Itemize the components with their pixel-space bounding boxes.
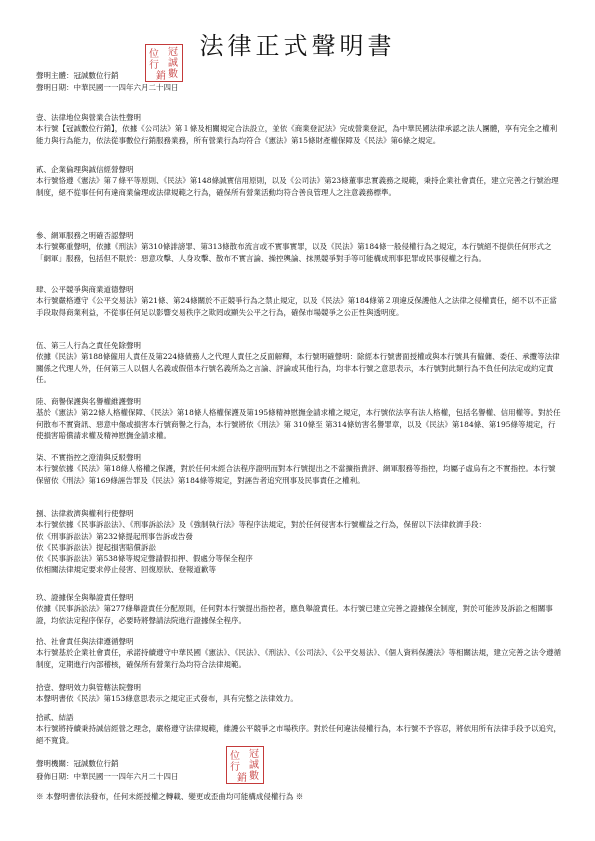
header-subject: 聲明主體：冠誠數位行銷 — [36, 71, 119, 80]
section-heading: 捌、法律救濟與權利行使聲明 — [36, 509, 134, 518]
section-heading: 參、網軍服務之明確否認聲明 — [36, 231, 134, 240]
section-heading: 貳、企業倫理與誠信經營聲明 — [36, 165, 134, 174]
section-10 — [36, 636, 562, 670]
company-seal-top: 位 冠 誠 行 銷 數 — [145, 44, 183, 82]
section-heading: 肆、公平競爭與商業道德聲明 — [36, 285, 134, 294]
section-4 — [36, 284, 562, 318]
copyright-note: ※ 本聲明書依法發布，任何未經授權之轉載、變更或歪曲均可能構成侵權行為 ※ — [36, 792, 304, 801]
list-item: 依《民事訴訟法》第538條等規定聲請假扣押、假處分等保全程序 — [36, 554, 253, 564]
footer-org: 聲明機關：冠誠數位行銷 — [36, 759, 119, 768]
section-body: 本行號【冠誠數位行銷】，依據《公司法》第１條及相關規定合法設立，並依《商業登記法》完成營業登記，為中華民國法律承認之法人團體，享有完全之權利能力與行為能力，依法從事數位行銷服務業務，所有營業行為均符合《憲法》第15條財產權保障及《民法》第6條之規定。 — [36, 124, 558, 145]
section-body: 本行號基於企業社會責任，承諾持續遵守中華民國《憲法》、《民法》、《刑法》、《公司法》、《公平交易法》、《個人資料保護法》等相關法規，建立完善之法令遵循制度，定期進行內部稽核，確保所有營業行為均符合法律規範。 — [36, 648, 561, 669]
section-heading: 拾貳、結語 — [36, 713, 74, 722]
list-item: 依《民事訴訟法》提起損害賠償訴訟 — [36, 542, 156, 552]
section-6 — [36, 396, 562, 441]
section-body: 本行號恪遵《憲法》第７條平等原則、《民法》第148條誠實信用原則，以及《公司法》第23條董事忠實義務之規範，秉持企業社會責任，建立完善之行號治理制度，絕不從事任何有違商業倫理或法律規範之行為，確保所有營業活動均符合善良管理人之注意義務標準。 — [36, 176, 559, 197]
section-body: 本行號依據《民法》第18條人格權之保護，對於任何未經合法程序證明而對本行號提出之不當擴指貴評、網軍服務等指控，均屬子虛烏有之不實指控。本行號保留依《刑法》第169條誣告罪及《民法》第184條等規定，對誣告者追究刑事及民事責任之權利。 — [36, 464, 556, 485]
company-seal-bottom: 位 冠 誠 行 銷 數 — [226, 746, 264, 784]
document-title: 法律正式聲明書 — [199, 32, 396, 60]
section-heading: 柒、不實指控之澄清與反駁聲明 — [36, 453, 141, 462]
section-5 — [36, 340, 562, 385]
section-body: 本行號鄭重聲明，依據《刑法》第310條誹謗罪、第313條散布流言或不實事實罪，以及《民法》第184條一般侵權行為之規定，本行號絕不提供任何形式之「網軍」服務，包括但不限於：惡意攻擊、人身攻擊、散布不實言論、操控輿論、抹黑競爭對手等可能構成刑事犯罪或民事侵權之行為。 — [36, 242, 552, 263]
section-heading: 伍、第三人行為之責任免除聲明 — [36, 341, 141, 350]
section-body: 依據《民事訴訟法》第277條舉證責任分配原則，任何對本行號提出指控者，應負舉證責任。本行號已建立完善之證據保全制度，對於可能涉及訴訟之相關事證，均依法定程序保存，必要時將聲請法院進行證據保全程序。 — [36, 604, 553, 625]
section-heading: 拾、社會責任與法律遵循聲明 — [36, 637, 134, 646]
section-body: 基於《憲法》第22條人格權保障、《民法》第18條人格權保護及第195條精神慰撫金請求權之規定，本行號依法享有法人格權，包括名譽權、信用權等。對於任何散布不實資訊、惡意中傷或損害本行號商譽之行為，本行號將依《刑法》第 310條至 第314條妨害名譽罪章，以及《民法》第184條、第195條等規定，行使損害賠償請求權及精神慰撫金請求權。 — [36, 408, 561, 440]
section-2 — [36, 164, 562, 198]
section-heading: 陸、商譽保護與名譽權維護聲明 — [36, 397, 141, 406]
section-1 — [36, 112, 562, 146]
section-heading: 玖、證據保全與舉證責任聲明 — [36, 593, 134, 602]
section-12 — [36, 712, 562, 746]
section-11 — [36, 682, 562, 705]
header-date: 聲明日期：中華民國一一四年六月二十四日 — [36, 83, 179, 92]
section-body: 本行號依據《民事訴訟法》、《刑事訴訟法》及《強制執行法》等程序法規定，對於任何侵害本行號權益之行為，保留以下法律救濟手段： — [36, 520, 486, 530]
section-body: 本聲明書依《民法》第153條意思表示之規定正式發布，具有完整之法律效力。 — [36, 694, 298, 704]
section-9 — [36, 592, 562, 626]
section-heading: 壹、法律地位與營業合法性聲明 — [36, 113, 141, 122]
section-3 — [36, 230, 562, 264]
list-item: 依《刑事訴訟法》第232條提起刑事告訴或告發 — [36, 531, 193, 541]
section-body: 本行號嚴格遵守《公平交易法》第21條、第24條關於不正競爭行為之禁止規定，以及《民法》第184條第２項違反保護他人之法律之侵權責任，絕不以不正當手段取得商業利益，不從事任何足以影響交易秩序之欺罔或顯失公平之行為，確保市場競爭之公正性與透明度。 — [36, 296, 557, 317]
list-item: 依相關法律規定要求停止侵害、回復原狀、登報道歉等 — [36, 565, 216, 575]
section-7 — [36, 452, 562, 486]
section-body: 本行號將持續秉持誠信經營之理念，嚴格遵守法律規範，維護公平競爭之市場秩序。對於任何違法侵權行為，本行號不予容忍，將依用所有法律手段予以追究，絕不寬貸。 — [36, 724, 561, 745]
footer-date: 發佈日期：中華民國一一四年六月二十四日 — [36, 772, 179, 781]
section-body: 依據《民法》第188條僱用人責任及第224條債務人之代理人責任之反面解釋，本行號明確聲明：除經本行號書面授權或與本行號具有僱傭、委任、承攬等法律關係之代理人外，任何第三人以個人名義或假借本行號名義所為之言論、評論或其他行為，均非本行號之意思表示，本行號對此類行為不負任何法定或約定責任。 — [36, 352, 560, 384]
section-heading: 拾壹、聲明效力與管轄法院聲明 — [36, 683, 141, 692]
section-8 — [36, 508, 562, 576]
